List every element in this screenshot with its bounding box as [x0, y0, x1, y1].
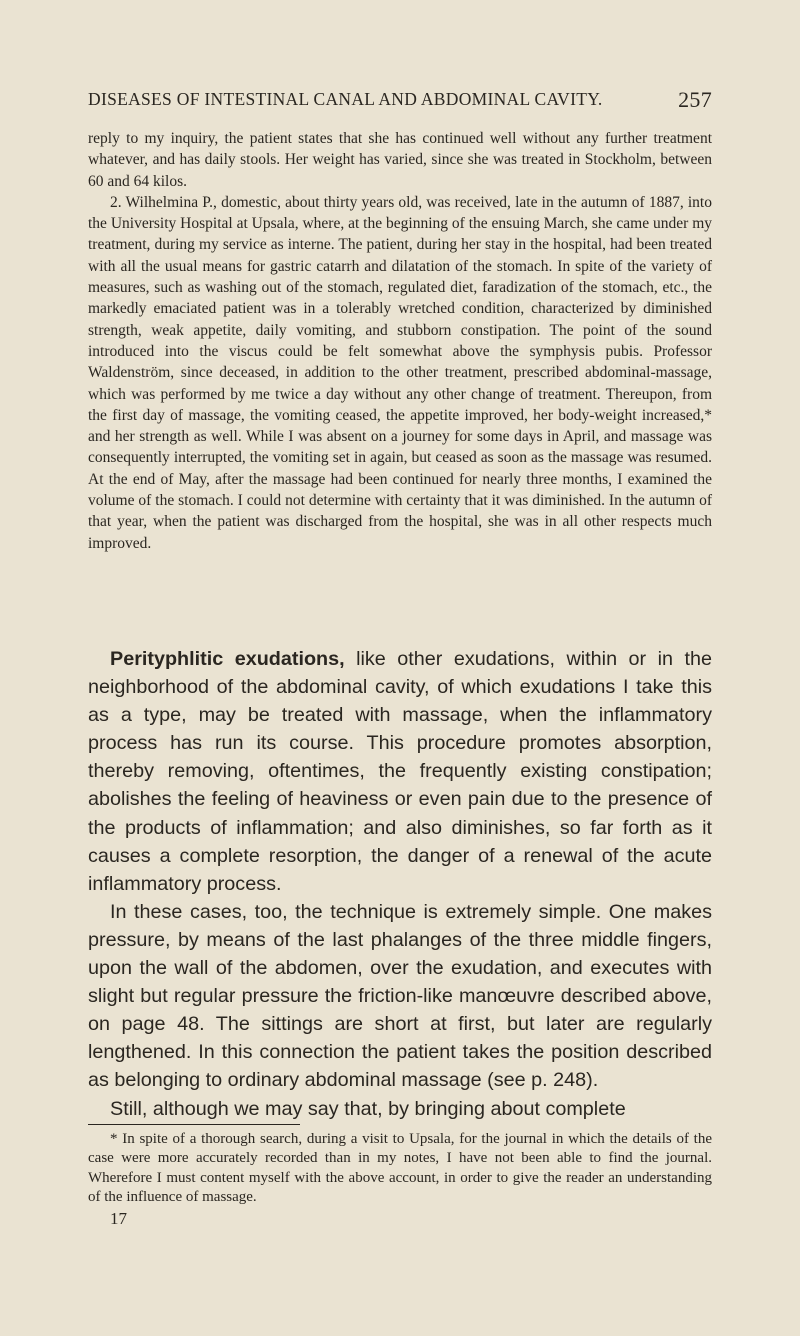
- main-text: [88, 645, 712, 1123]
- paragraph-body: like other exudations, within or in the neighborhood of the abdominal cavity, of which exudations I take this as a type, may be treated with massage, when the inflammatory process has run its course. This procedure promotes absorption, thereby removing, oftentimes, the frequently existing constipation; abolishes the feeling of heaviness or even pain due to the presence of the products of inflammation; and also diminishes, so far forth as it causes a complete resorption, the danger of a renewal of the acute inflammatory process.: [88, 648, 712, 895]
- paragraph: reply to my inquiry, the patient states that she has continued well without any further treatment whatever, and has daily stools. Her weight has varied, since she was treated in Stockholm, between 60 and 64 kilos.: [88, 130, 712, 190]
- section-lead: Perityphlitic exudations,: [110, 648, 345, 670]
- footnote: [88, 1130, 712, 1207]
- case-report-text: [88, 128, 712, 554]
- paragraph: In these cases, too, the technique is extremely simple. One makes pressure, by means of the last phalanges of the three middle fingers, upon the wall of the abdomen, over the exudation, and executes with slight but regular pressure the friction-like manœuvre described above, on page 48. The sittings are short at first, but later are regularly lengthened. In this connection the patient takes the position described as belonging to ordinary abdominal massage (see p. 248).: [88, 900, 712, 1092]
- footnote-rule: [88, 1124, 300, 1125]
- running-header: [88, 89, 712, 110]
- paragraph: Still, although we may say that, by bringing about complete: [110, 1097, 626, 1120]
- signature-mark: 17: [110, 1209, 127, 1228]
- footnote-text: * In spite of a thorough search, during a visit to Upsala, for the journal in which the details of the case were more accurately recorded than in my notes, I have not been able to find the journal. Wherefore I must content myself with the above account, in order to give the reader an understanding of the influence of massage.: [88, 1131, 712, 1205]
- page-number: 257: [678, 87, 712, 112]
- header-title: DISEASES OF INTESTINAL CANAL AND ABDOMINAL CAVITY.: [88, 89, 603, 109]
- paragraph: [88, 645, 712, 898]
- paragraph: 2. Wilhelmina P., domestic, about thirty years old, was received, late in the autumn of 1887, into the University Hospital at Upsala, where, at the beginning of the ensuing March, she came under my treatment, during my service as interne. The patient, during her stay in the hospital, had been treated with all the usual means for gastric catarrh and dilatation of the stomach. In spite of the variety of measures, such as washing out of the stomach, regulated diet, faradization of the stomach, etc., the markedly emaciated patient was in a tolerably wretched condition, characterized by diminished strength, weak appetite, daily vomiting, and stubborn constipation. The point of the sound introduced into the viscus could be felt somewhat above the symphysis pubis. Professor Waldenström, since deceased, in addition to the other treatment, prescribed abdominal-massage, which was performed by me twice a day without any other change of treatment. Thereupon, from the first day of massage, the vomiting ceased, the appetite improved, her body-weight increased,* and her strength as well. While I was absent on a journey for some days in April, and massage was consequently interrupted, the vomiting set in again, but ceased as soon as the massage was resumed. At the end of May, after the massage had been continued for nearly three months, I examined the volume of the stomach. I could not determine with certainty that it was diminished. In the autumn of that year, when the patient was discharged from the hospital, she was in all other respects much improved.: [88, 193, 712, 552]
